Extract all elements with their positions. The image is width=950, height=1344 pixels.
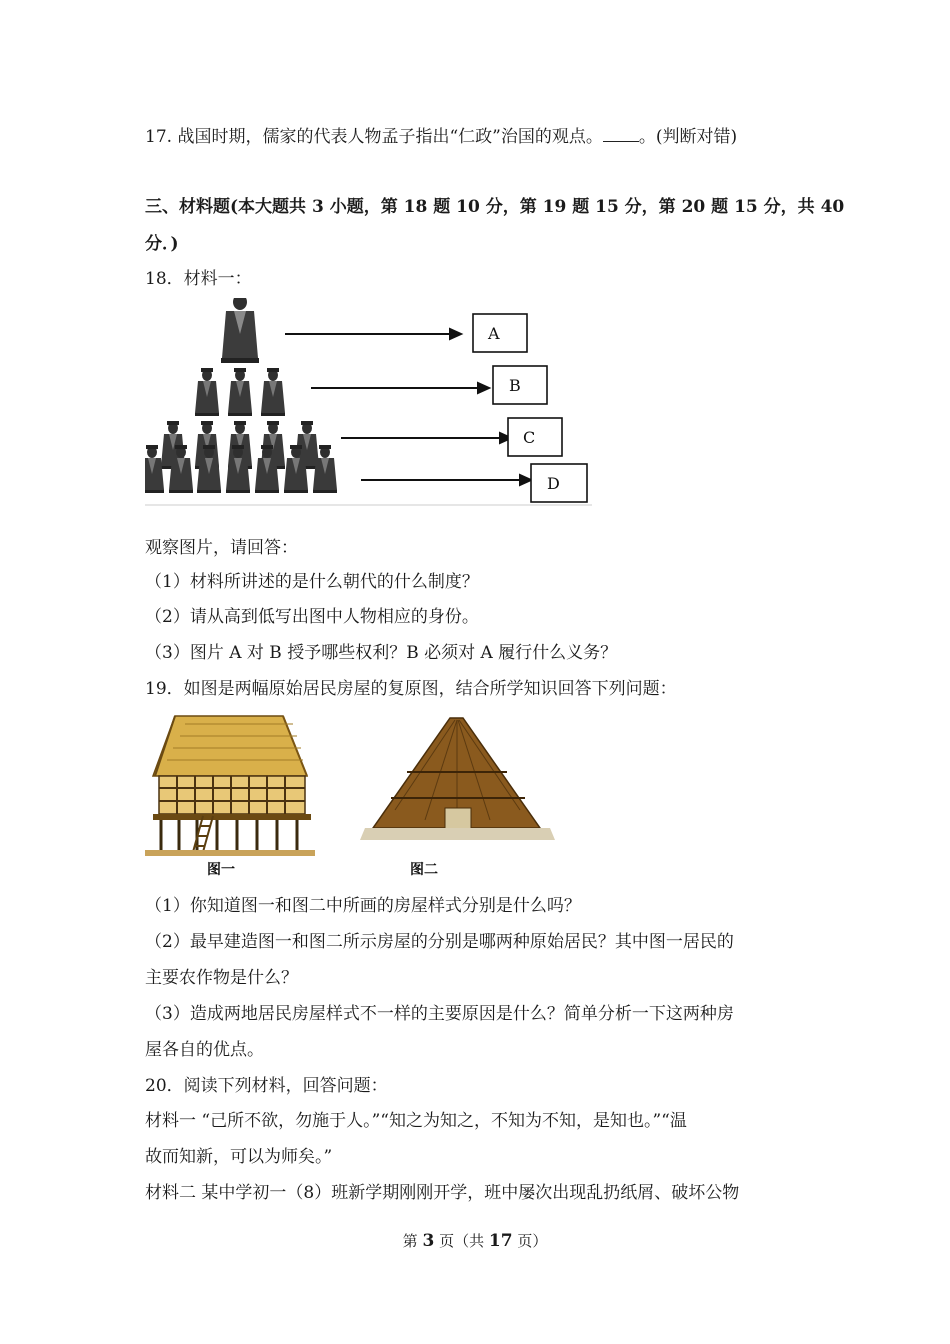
label-b: B (509, 376, 521, 395)
q19-sub-1: （1）你知道图一和图二中所画的房屋样式分别是什么吗？ (145, 896, 581, 916)
caption-figure-2: 图二 (410, 862, 438, 878)
figure-noble (261, 368, 285, 416)
q18-prompt: 观察图片，请回答： (145, 538, 298, 558)
footer-page-number: 3 (422, 1231, 435, 1251)
houses-figure (145, 710, 555, 880)
thatched-hut-image (360, 718, 555, 840)
box-a (473, 314, 527, 352)
figure-commoner (145, 445, 164, 493)
q19-sub-2-line2: 主要农作物是什么？ (145, 968, 298, 988)
footer-mid: 页（共 (439, 1232, 485, 1250)
stilt-house-image (145, 716, 315, 856)
figure-king (221, 298, 259, 363)
footer-suffix: 页） (517, 1232, 548, 1250)
q19-sub-3-line1: （3）造成两地居民房屋样式不一样的主要原因是什么？简单分析一下这两种房 (145, 1004, 734, 1024)
label-d: D (547, 474, 560, 493)
label-c: C (523, 428, 536, 447)
pyramid-figure (145, 298, 592, 508)
q18-sub-2: （2）请从高到低写出图中人物相应的身份。 (145, 607, 479, 627)
page-footer (0, 1230, 950, 1251)
footer-prefix: 第 (402, 1232, 418, 1250)
q17-text: 17. 战国时期，儒家的代表人物孟子指出“仁政”治国的观点。 (145, 127, 603, 147)
question-17 (145, 126, 737, 148)
footer-total-pages: 17 (488, 1231, 513, 1251)
figure-noble (195, 368, 219, 416)
q20-material-1-line2: 故而知新，可以为师矣。” (145, 1147, 333, 1167)
answer-blank[interactable] (603, 127, 639, 142)
figure-noble (228, 368, 252, 416)
q19-sub-3-line2: 屋各自的优点。 (145, 1040, 264, 1060)
q18-sub-1: （1）材料所讲述的是什么朝代的什么制度？ (145, 572, 479, 592)
label-a: A (488, 324, 500, 343)
q19-intro: 19．如图是两幅原始居民房屋的复原图，结合所学知识回答下列问题： (145, 679, 677, 699)
q20-intro: 20．阅读下列材料，回答问题： (145, 1076, 388, 1096)
q19-sub-2-line1: （2）最早建造图一和图二所示房屋的分别是哪两种原始居民？其中图一居民的 (145, 932, 734, 952)
q20-material-1-line1: 材料一 “己所不欲，勿施于人。”“知之为知之，不知为不知，是知也。”“温 (145, 1111, 687, 1131)
q18-intro: 18．材料一： (145, 269, 252, 289)
q17-suffix: 。(判断对错) (638, 127, 738, 147)
caption-figure-1: 图一 (207, 862, 235, 878)
section-3-title-line2: 分．) (145, 234, 179, 254)
q20-material-2-line1: 材料二 某中学初一（8）班新学期刚刚开学，班中屡次出现乱扔纸屑、破坏公物 (145, 1183, 740, 1203)
q18-sub-3: （3）图片 A 对 B 授予哪些权利？B 必须对 A 履行什么义务？ (145, 643, 618, 663)
section-3-title-line1: 三、材料题(本大题共 3 小题，第 18 题 10 分，第 19 题 15 分，第 20 题 15 分，共 40 (145, 197, 845, 217)
